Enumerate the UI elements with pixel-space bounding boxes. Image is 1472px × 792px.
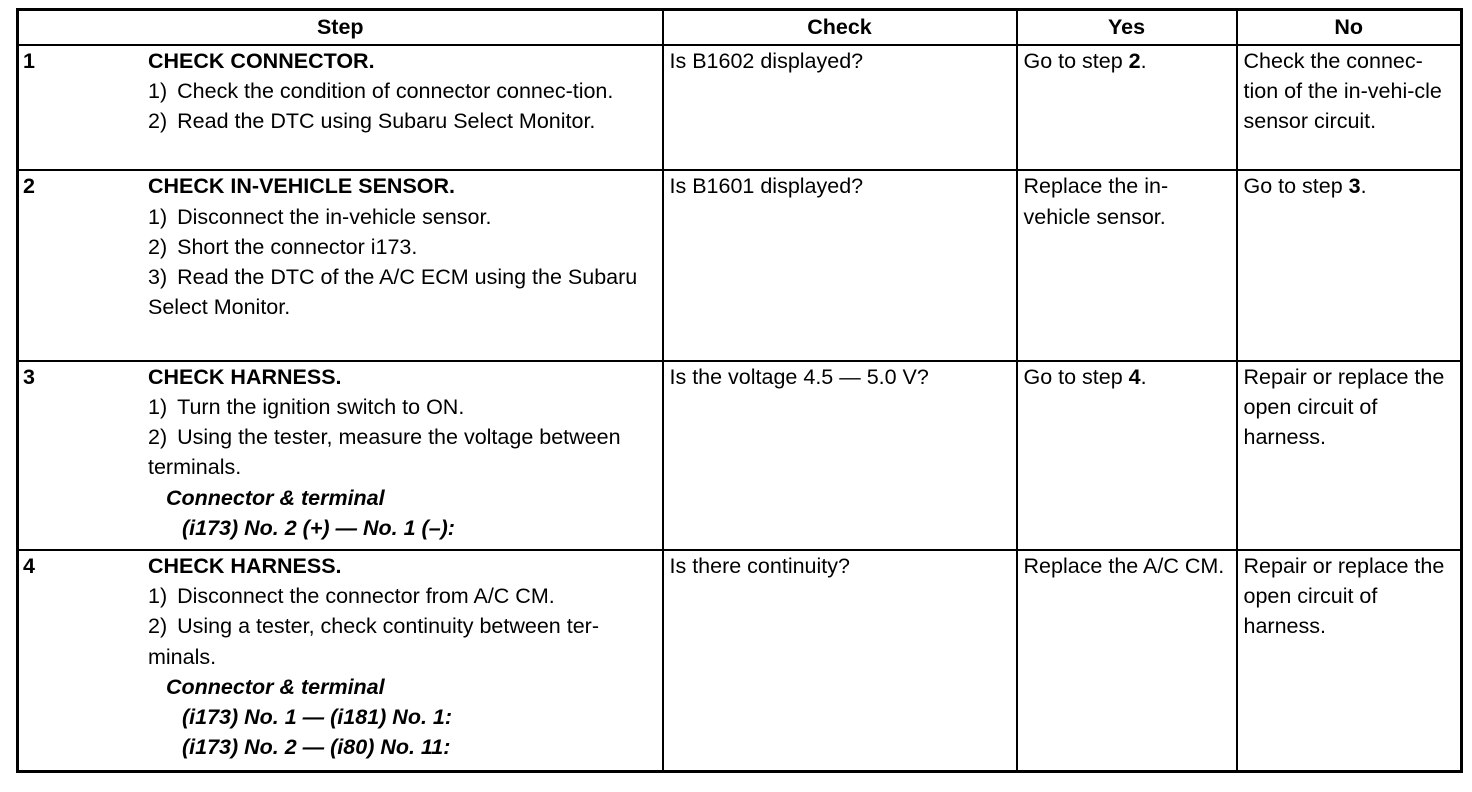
table-body bbox=[18, 45, 1462, 772]
step-body bbox=[148, 171, 662, 322]
step-cell bbox=[18, 45, 663, 170]
step-wrap bbox=[19, 46, 662, 137]
connector-terminal: (i173) No. 2 — (i80) No. 11: bbox=[182, 735, 451, 760]
yes-text: Replace the A/C CM. bbox=[1023, 553, 1225, 578]
substep-text: Using the tester, measure the voltage between terminals. bbox=[148, 425, 621, 480]
substep-text: Check the condition of connector connec-tion. bbox=[177, 79, 614, 104]
substep-text: Disconnect the connector from A/C CM. bbox=[177, 584, 555, 609]
header-no: No bbox=[1237, 10, 1462, 46]
substep-text: Using a tester, check continuity between ter-minals. bbox=[148, 614, 599, 669]
substep bbox=[148, 232, 656, 262]
step-wrap bbox=[19, 551, 662, 762]
yes-cell bbox=[1017, 45, 1237, 170]
check-cell: Is B1601 displayed? bbox=[663, 170, 1017, 360]
step-cell bbox=[18, 361, 663, 550]
substep-text: Disconnect the in-vehicle sensor. bbox=[177, 204, 492, 229]
yes-suffix: . bbox=[1140, 49, 1147, 73]
substep bbox=[148, 262, 656, 322]
substep-number: 2) bbox=[148, 614, 168, 639]
step-title: CHECK HARNESS. bbox=[148, 553, 342, 578]
substep-text: Turn the ignition switch to ON. bbox=[177, 394, 465, 419]
connector-terminal: (i173) No. 1 — (i181) No. 1: bbox=[182, 704, 453, 729]
yes-text: Go to step bbox=[1023, 364, 1129, 389]
step-body bbox=[148, 46, 662, 137]
no-cell bbox=[1237, 550, 1462, 772]
yes-text: Replace the in-vehicle sensor. bbox=[1023, 174, 1169, 229]
connector-terminal: (i173) No. 2 (+) — No. 1 (–): bbox=[182, 515, 455, 540]
substep-number: 2) bbox=[148, 425, 168, 450]
substep bbox=[148, 611, 656, 671]
no-text: Repair or replace the open circuit of harness. bbox=[1243, 553, 1445, 639]
header-step: Step bbox=[18, 10, 663, 46]
yes-cell bbox=[1017, 170, 1237, 360]
table-row bbox=[18, 45, 1462, 170]
substep bbox=[148, 392, 656, 422]
header-row bbox=[18, 10, 1462, 46]
diagnostic-table bbox=[16, 8, 1463, 773]
step-wrap bbox=[19, 362, 662, 543]
no-text: Go to step bbox=[1243, 174, 1349, 199]
yes-cell bbox=[1017, 550, 1237, 772]
substep bbox=[148, 581, 656, 611]
step-number: 4 bbox=[23, 553, 35, 578]
yes-cell bbox=[1017, 361, 1237, 550]
yes-step-ref: 2 bbox=[1128, 49, 1141, 73]
check-cell: Is there continuity? bbox=[663, 550, 1017, 772]
yes-step-ref: 4 bbox=[1128, 364, 1141, 389]
no-cell bbox=[1237, 45, 1462, 170]
substep-text: Read the DTC using Subaru Select Monitor. bbox=[177, 109, 596, 134]
step-number: 2 bbox=[23, 174, 35, 199]
yes-suffix: . bbox=[1140, 364, 1147, 389]
step-wrap bbox=[19, 171, 662, 322]
header-check: Check bbox=[663, 10, 1017, 46]
substep-number: 1) bbox=[148, 204, 168, 229]
step-title: CHECK CONNECTOR. bbox=[148, 49, 375, 73]
step-title: CHECK IN-VEHICLE SENSOR. bbox=[148, 174, 456, 199]
step-number: 3 bbox=[23, 364, 35, 389]
step-cell bbox=[18, 550, 663, 772]
substep-number: 1) bbox=[148, 584, 168, 609]
substep bbox=[148, 106, 656, 136]
substep-number: 3) bbox=[148, 265, 168, 290]
substep-number: 2) bbox=[148, 109, 168, 134]
step-body bbox=[148, 362, 662, 543]
substep bbox=[148, 202, 656, 232]
no-cell bbox=[1237, 170, 1462, 360]
yes-text: Go to step bbox=[1023, 49, 1129, 73]
substep-text: Short the connector i173. bbox=[177, 234, 418, 259]
step-title: CHECK HARNESS. bbox=[148, 364, 342, 389]
substep bbox=[148, 422, 656, 482]
header-yes: Yes bbox=[1017, 10, 1237, 46]
no-text: Repair or replace the open circuit of harness. bbox=[1243, 364, 1445, 450]
table-row bbox=[18, 170, 1462, 360]
connector-label: Connector & terminal bbox=[166, 485, 385, 510]
check-cell: Is B1602 displayed? bbox=[663, 45, 1017, 170]
substep-number: 1) bbox=[148, 79, 168, 104]
substep-number: 1) bbox=[148, 394, 168, 419]
check-cell: Is the voltage 4.5 — 5.0 V? bbox=[663, 361, 1017, 550]
substep-text: Read the DTC of the A/C ECM using the Subaru Select Monitor. bbox=[148, 265, 638, 320]
table-row bbox=[18, 361, 1462, 550]
no-cell bbox=[1237, 361, 1462, 550]
no-text: Check the connec-tion of the in-vehi-cle sensor circuit. bbox=[1243, 49, 1442, 134]
substep-number: 2) bbox=[148, 234, 168, 259]
table-row bbox=[18, 550, 1462, 772]
step-body bbox=[148, 551, 662, 762]
no-suffix: . bbox=[1360, 174, 1367, 199]
step-number: 1 bbox=[23, 49, 35, 73]
step-cell bbox=[18, 170, 663, 360]
connector-label: Connector & terminal bbox=[166, 674, 385, 699]
substep bbox=[148, 76, 656, 106]
no-step-ref: 3 bbox=[1348, 174, 1361, 199]
